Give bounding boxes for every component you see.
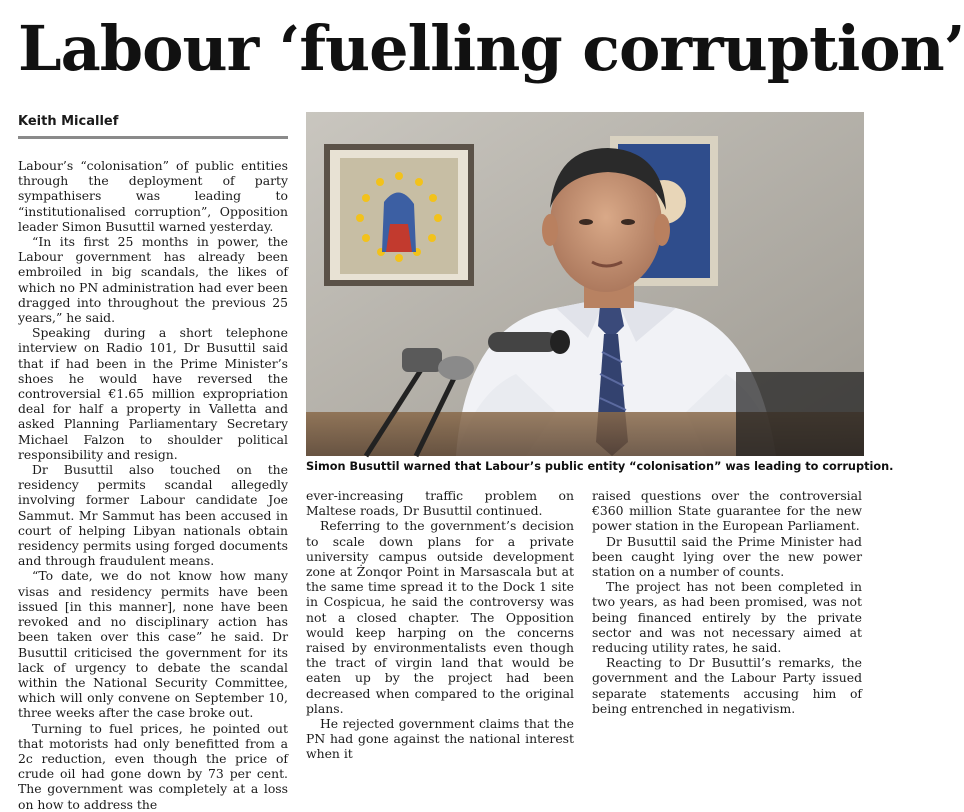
photo-caption: Simon Busuttil warned that Labour’s public entity “colonisation” was leading to corruption. xyxy=(306,460,894,473)
paragraph: Dr Busuttil said the Prime Minister had been caught lying over the new power station on a number of counts. xyxy=(592,533,862,580)
paragraph: “To date, we do not know how many visas and residency permits have been issued [in this manner], none have been revoked and no disciplinary action has been taken over this case” he said. Dr Busuttil criticised the government for its lack of urgency to debate the scandal within the National Security Committee, which will only convene on September 10, three weeks after the case broke out. xyxy=(18,568,288,721)
article-column-1 xyxy=(18,158,288,812)
paragraph: Turning to fuel prices, he pointed out that motorists had only benefitted from a 2c reduction, even though the price of crude oil had gone down by 73 per cent. The government was completely at a loss on how to address the xyxy=(18,720,288,812)
article-column-2 xyxy=(306,488,574,762)
paragraph: He rejected government claims that the PN had gone against the national interest when it xyxy=(306,716,574,762)
paragraph: Referring to the government’s decision to scale down plans for a private university campus outside development zone at Żonqor Point in Marsascala but at the same time spread it to the Dock 1 site in Cospicua, he said the controversy was not a closed chapter. The Opposition would keep harping on the concerns raised by environmentalists even though the tract of virgin land that would be eaten up by the project had been decreased when compared to the original plans. xyxy=(306,518,574,716)
byline: Keith Micallef xyxy=(18,114,119,129)
paragraph: ever-increasing traffic problem on Maltese roads, Dr Busuttil continued. xyxy=(306,488,574,519)
paragraph: Reacting to Dr Busuttil’s remarks, the government and the Labour Party issued separate statements accusing him of being entrenched in negativism. xyxy=(592,655,862,716)
paragraph: Dr Busuttil also touched on the residency permits scandal allegedly involving former Labour candidate Joe Sammut. Mr Sammut has been accused in court of helping Libyan nationals obtain residency permits using forged documents and through fraudulent means. xyxy=(18,462,288,569)
paragraph: Speaking during a short telephone interview on Radio 101, Dr Busuttil said that if had been in the Prime Minister’s shoes he would have reversed the controversial €1.65 million expropriation deal for half a property in Valletta and asked Planning Parliamentary Secretary Michael Falzon to shoulder political responsibility and resign. xyxy=(18,325,288,462)
article-photo xyxy=(306,112,864,456)
paragraph: The project has not been completed in two years, as had been promised, was not being financed entirely by the private sector and was not necessary aimed at reducing utility rates, he said. xyxy=(592,579,862,656)
paragraph: Labour’s “colonisation” of public entities through the deployment of party sympathisers was leading to “institutionalised corruption”, Opposition leader Simon Busuttil warned yesterday. xyxy=(18,158,288,234)
paragraph: raised questions over the controversial €360 million State guarantee for the new power station in the European Parliament. xyxy=(592,488,862,534)
paragraph: “In its first 25 months in power, the Labour government has already been embroiled in big scandals, the likes of which no PN administration had ever been dragged into throughout the previous 25 years,” he said. xyxy=(18,234,288,326)
headline: Labour ‘fuelling corruption’ xyxy=(18,12,964,85)
byline-divider xyxy=(18,136,288,139)
article-column-3 xyxy=(592,488,862,728)
